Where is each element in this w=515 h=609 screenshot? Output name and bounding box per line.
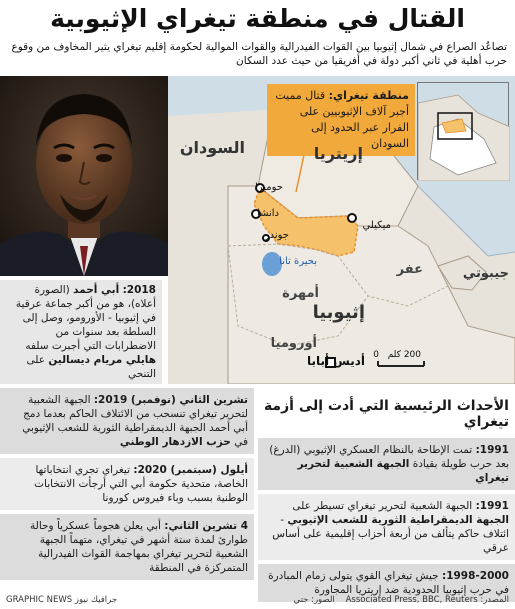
timeline-item [0, 458, 254, 510]
event-date: أيلول (سبتمبر) 2020: [133, 464, 248, 476]
bio-tail: على التنحي [26, 354, 156, 380]
event-date: 4 تشرين الثاني: [164, 520, 248, 532]
bio-text: (الصورة أعلاه)، هو من أكبر جماعة عرقية في إثيوبيا - الأورومو، وصل إلى السلطة بعد سنوات من الاضطرابات التي أجبرت سلفه [15, 284, 156, 352]
footer-credit: GRAPHIC NEWS جرافيك نيوز [6, 595, 118, 605]
inset-locator-map [417, 82, 509, 180]
timeline-item [0, 388, 254, 454]
event-date: تشرين الثاني (نوفمبر) 2019: [93, 394, 248, 406]
event-bold: حزب الازدهار الوطني [119, 436, 231, 448]
map-label-mekele: ميكيلي [362, 220, 391, 231]
event-text: جيش تيغراي القوي يتولى زمام المبادرة في حرب إثيوبيا الحدودية ضد إريتريا المجاورة [268, 570, 509, 596]
photo-credit: الصور: جتي [293, 595, 335, 605]
tigray-map [168, 76, 515, 384]
map-label-lake-tana: بحيرة تانا [279, 256, 317, 267]
event-text: الجبهة الشعبية لتحرير تيغراي تسيطر على [292, 500, 473, 512]
event-bold: الجبهة الشعبية لتحرير تيغراي [297, 458, 509, 484]
map-label-eritrea: إريتريا [313, 144, 363, 163]
timeline-item [0, 514, 254, 580]
map-scale-label: 200 كلم [387, 350, 421, 360]
event-date: 1991: [475, 444, 509, 456]
map-label-dansha: دانشا [257, 208, 279, 219]
map-label-amhara: أمهرة [282, 286, 319, 301]
map-label-ethiopia: إثيوبيا [312, 302, 365, 323]
portrait-photo [0, 76, 168, 276]
subtitle: تصاعُد الصراع في شمال إثيوبيا بين القوات الفيدرالية والقوات الموالية لحكومة إقليم تيغراي يثير المخاوف من وقوع حرب أهلية في ثاني أكبر دولة في أفريقيا من حيث عدد السكان [11, 41, 507, 67]
event-text: الجبهة الشعبية لتحرير تيغراي تنسحب من الائتلاف الحاكم بعدما دمج أبي أحمد الجبهة الديمقراطية الثورية للشعب الإثيوبي في [22, 394, 248, 448]
map-label-djibouti: جيبوتي [462, 266, 509, 281]
source-text: المصدر: Associated Press, BBC, Reuters [345, 595, 509, 605]
bio-box [0, 280, 162, 384]
page-title: القتال في منطقة تيغراي الإثيوبية [50, 4, 465, 33]
timeline-item [258, 438, 515, 490]
event-bold: الجبهة الديمقراطية الثورية للشعب الإثيوبي [287, 514, 509, 526]
callout-text: قتال مميت أجبر آلاف الإثيوبيين على الفرار عبر الحدود إلى السودان [275, 89, 409, 150]
timeline-right [258, 390, 515, 606]
event-text: أبي يعلن هجوماً عسكرياً وحالة طوارئ لمدة ستة أشهر في تيغراي، متهماً الجبهة الشعبية لتحرير تيغراي بمهاجمة القوات الفيدرالية المتمركزة في المنطقة [30, 520, 248, 574]
event-date: 1991: [475, 500, 509, 512]
event-text: تمت الإطاحة بالنظام العسكري الإثيوبي (الدرغ) بعد حرب طويلة بقيادة [269, 444, 509, 470]
bio-name: أبي أحمد [73, 284, 120, 296]
map-label-sudan: السودان [179, 138, 245, 157]
event-text: - ائتلاف حاكم يتألف من أربعة أحزاب إقليمية على أساس عرقي [272, 514, 509, 554]
timeline-left [0, 388, 254, 584]
event-date: 1998-2000: [441, 570, 509, 582]
map-label-humera: حوميرا [254, 182, 283, 193]
callout-bold: منطقة تيغراي: [328, 89, 409, 102]
bio-predecessor: هايلي مريام ديسالين [48, 354, 156, 366]
map-label-oromia: أوروميا [270, 336, 317, 351]
map-scale-zero: 0 [373, 350, 379, 360]
city-marker-mekele [348, 214, 356, 222]
bio-year: 2018: [122, 284, 156, 296]
events-heading: الأحداث الرئيسية التي أدت إلى أزمة تيغراي [263, 398, 509, 430]
map-label-gondar: جوندر [264, 230, 289, 241]
map-label-addis-ababa: أديس أبابا [306, 354, 365, 368]
event-text: تيغراي تجري انتخاباتها الخاصة، متحدية حكومة أبي التي أرجأت الانتخابات الوطنية بسبب وباء فيروس كورونا [34, 464, 248, 504]
map-label-afar: عفر [396, 262, 423, 277]
footer-source [293, 595, 509, 605]
timeline-item [258, 494, 515, 560]
